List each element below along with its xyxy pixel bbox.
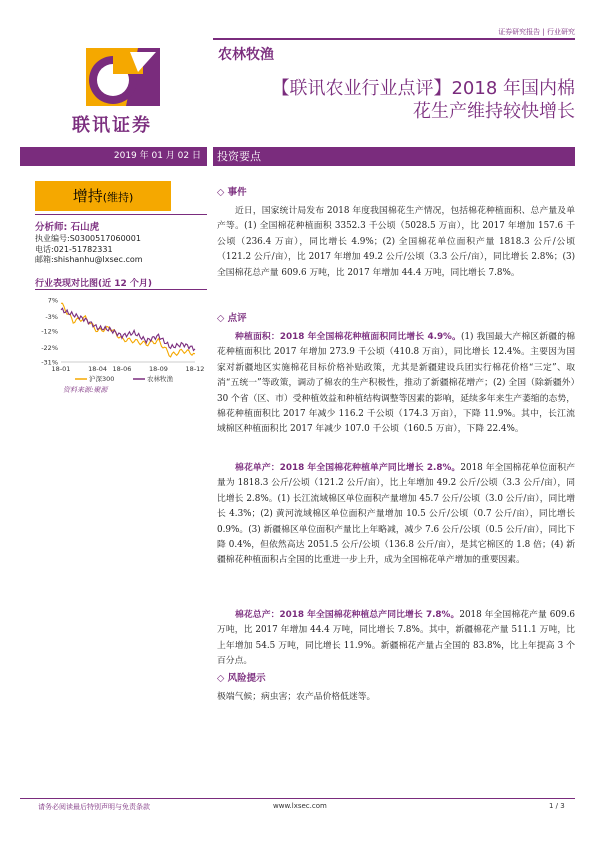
rating-divider [35, 214, 207, 215]
y-tick-label: -3% [45, 312, 58, 321]
analyst-license: 执业编号:S0300517060001 [35, 234, 141, 243]
website-link[interactable]: www.lxsec.com [273, 802, 327, 810]
legend-label: 沪深300 [89, 375, 115, 383]
rating-main: 增持 [72, 187, 103, 205]
footer-divider [20, 798, 575, 799]
performance-chart-title: 行业表现对比图(近 12 个月) [35, 279, 153, 289]
heading-event: ◇ 事件 [217, 187, 247, 198]
paragraph-event: 近日，国家统计局发布 2018 年度我国棉花生产情况，包括棉花种植面积、总产量及单产等。(1) 全国棉花种植面积 3352.3 千公顷（5028.5 万亩），比 2017 年增加 157.6 千公顷（236.4 万亩），同比增长 4.9%；(2) 全国棉花单位面积产量 1818.3 公斤/公顷（121.2 公斤/亩），比 2017 年增加 49.2 公斤/公顷（3.3 公斤/亩），同比增长 2.8%；(3) 全国棉花总产量 609.6 万吨，比 2017 年增加 44.4 万吨，同比增长 7.8%。 [217, 206, 575, 278]
heading-comment: ◇ 点评 [217, 313, 247, 324]
diamond-icon: ◇ [217, 187, 225, 198]
report-title [215, 77, 575, 123]
title-line-2: 花生产维持较快增长 [413, 101, 575, 122]
rating-badge [35, 181, 171, 211]
rating-sub: (维持) [102, 191, 134, 204]
diamond-icon: ◇ [217, 313, 225, 324]
analyst-name: 石山虎 [70, 222, 100, 233]
series-line-0 [61, 303, 195, 357]
analyst-phone: 电话:021-51782331 [35, 244, 113, 254]
performance-chart-divider [35, 289, 207, 290]
header-divider [213, 38, 575, 40]
x-tick-label: 18-01 [51, 365, 71, 373]
brand-name: 联讯证券 [72, 115, 152, 136]
y-tick-label: -12% [41, 327, 58, 336]
highlight-unit-yield: 棉花单产：2018 年全国棉花种植单产同比增长 2.8%。 [235, 463, 461, 473]
y-tick-label: 7% [47, 296, 58, 305]
paragraph-unit-yield: 棉花单产：2018 年全国棉花种植单产同比增长 2.8%。2018 年全国棉花单位面积产量为 1818.3 公斤/公顷（121.2 公斤/亩），比上年增加 49.2 公斤/公顷（3.3 公斤/亩），同比增长 2.8%。(1) 长江流域棉区单位面积产量增加 45.7 公斤/公顷（3.0 公斤/亩），同比增长 4.3%；(2) 黄河流域棉区单位面积产量增加 10.5 公斤/公顷（0.7 公斤/亩），同比增长 0.9%。(3) 新疆棉区单位面积产量比上年略减，减少 7.6 公斤/公顷（0.5 公斤/亩），同比下降 0.4%，但依然高达 2051.5 公斤/公顷（136.8 公斤/亩），是其它棉区的 1.8 倍；(4) 新疆棉花种植面积占全国的比重进一步上升，成为全国棉花单产增加的重要因素。 [217, 463, 575, 566]
analyst-email: 邮箱:shishanhu@lxsec.com [35, 255, 143, 264]
paragraph-planting-area: 种植面积：2018 年全国棉花种植面积同比增长 4.9%。(1) 我国最大产棉区新疆的棉花种植面积比 2017 年增加 273.9 千公顷（410.8 万亩），同比增长 12.4%。主要因为国家对新疆地区实施棉花目标价格补贴政策，尤其是新疆建设兵团实行棉花价格“三定”、取消“五统一”等政策，调动了棉农的生产积极性，推动了新疆棉花增产；(2) 全国（除新疆外）30 个省（区、市）受种植效益和种植结构调整等因素的影响，延续多年来生产萎缩的态势，棉花种植面积比 2017 年减少 116.2 千公顷（174.3 万亩），下降 11.9%。其中，长江流域棉区种植面积比 2017 年减少 107.0 千公顷（160.5 万亩），下降 22.4%。 [217, 332, 575, 435]
y-tick-label: -22% [41, 343, 58, 352]
report-date: 2019 年 01 月 02 日 [20, 147, 207, 166]
heading-risk: ◇ 风险提示 [217, 673, 266, 684]
chart-source: 资料来源:聚源 [63, 386, 108, 394]
paragraph-risk: 极端气候；病虫害；农产品价格低迷等。 [217, 692, 376, 702]
legend-label: 农林牧渔 [147, 375, 173, 383]
report-type-label: 证券研究报告 | 行业研究 [498, 28, 575, 36]
performance-chart [35, 292, 207, 387]
series-line-1 [61, 308, 195, 350]
highlight-total-output: 棉花总产：2018 年全国棉花种植总产同比增长 7.8%。 [235, 610, 460, 620]
analyst-label: 分析师: [35, 222, 68, 233]
page-number: 1 / 3 [549, 802, 565, 810]
y-tick-label: -31% [41, 358, 58, 367]
analyst-block [35, 222, 143, 266]
paragraph-total-output: 棉花总产：2018 年全国棉花种植总产同比增长 7.8%。2018 年全国棉花产量 609.6 万吨，比 2017 年增加 44.4 万吨，同比增长 7.8%。其中，新疆棉花产量 511.1 万吨，比上年增加 54.5 万吨，同比增长 11.9%。新疆棉花产量占全国的 83.8%，比上年提高 3 个百分点。 [217, 610, 575, 667]
diamond-icon: ◇ [217, 673, 225, 684]
disclaimer-note: 请务必阅读最后特别声明与免责条款 [38, 803, 150, 811]
sector-label: 农林牧渔 [218, 47, 274, 63]
x-tick-label: 18-09 [149, 365, 168, 373]
x-tick-label: 18-04 [88, 365, 107, 373]
title-line-1: 【联讯农业行业点评】2018 年国内棉 [271, 78, 575, 99]
highlight-planting-area: 种植面积：2018 年全国棉花种植面积同比增长 4.9%。 [235, 332, 462, 342]
section-title-investment-points: 投资要点 [213, 147, 575, 166]
x-tick-label: 18-12 [185, 365, 205, 373]
x-tick-label: 18-06 [112, 365, 132, 373]
